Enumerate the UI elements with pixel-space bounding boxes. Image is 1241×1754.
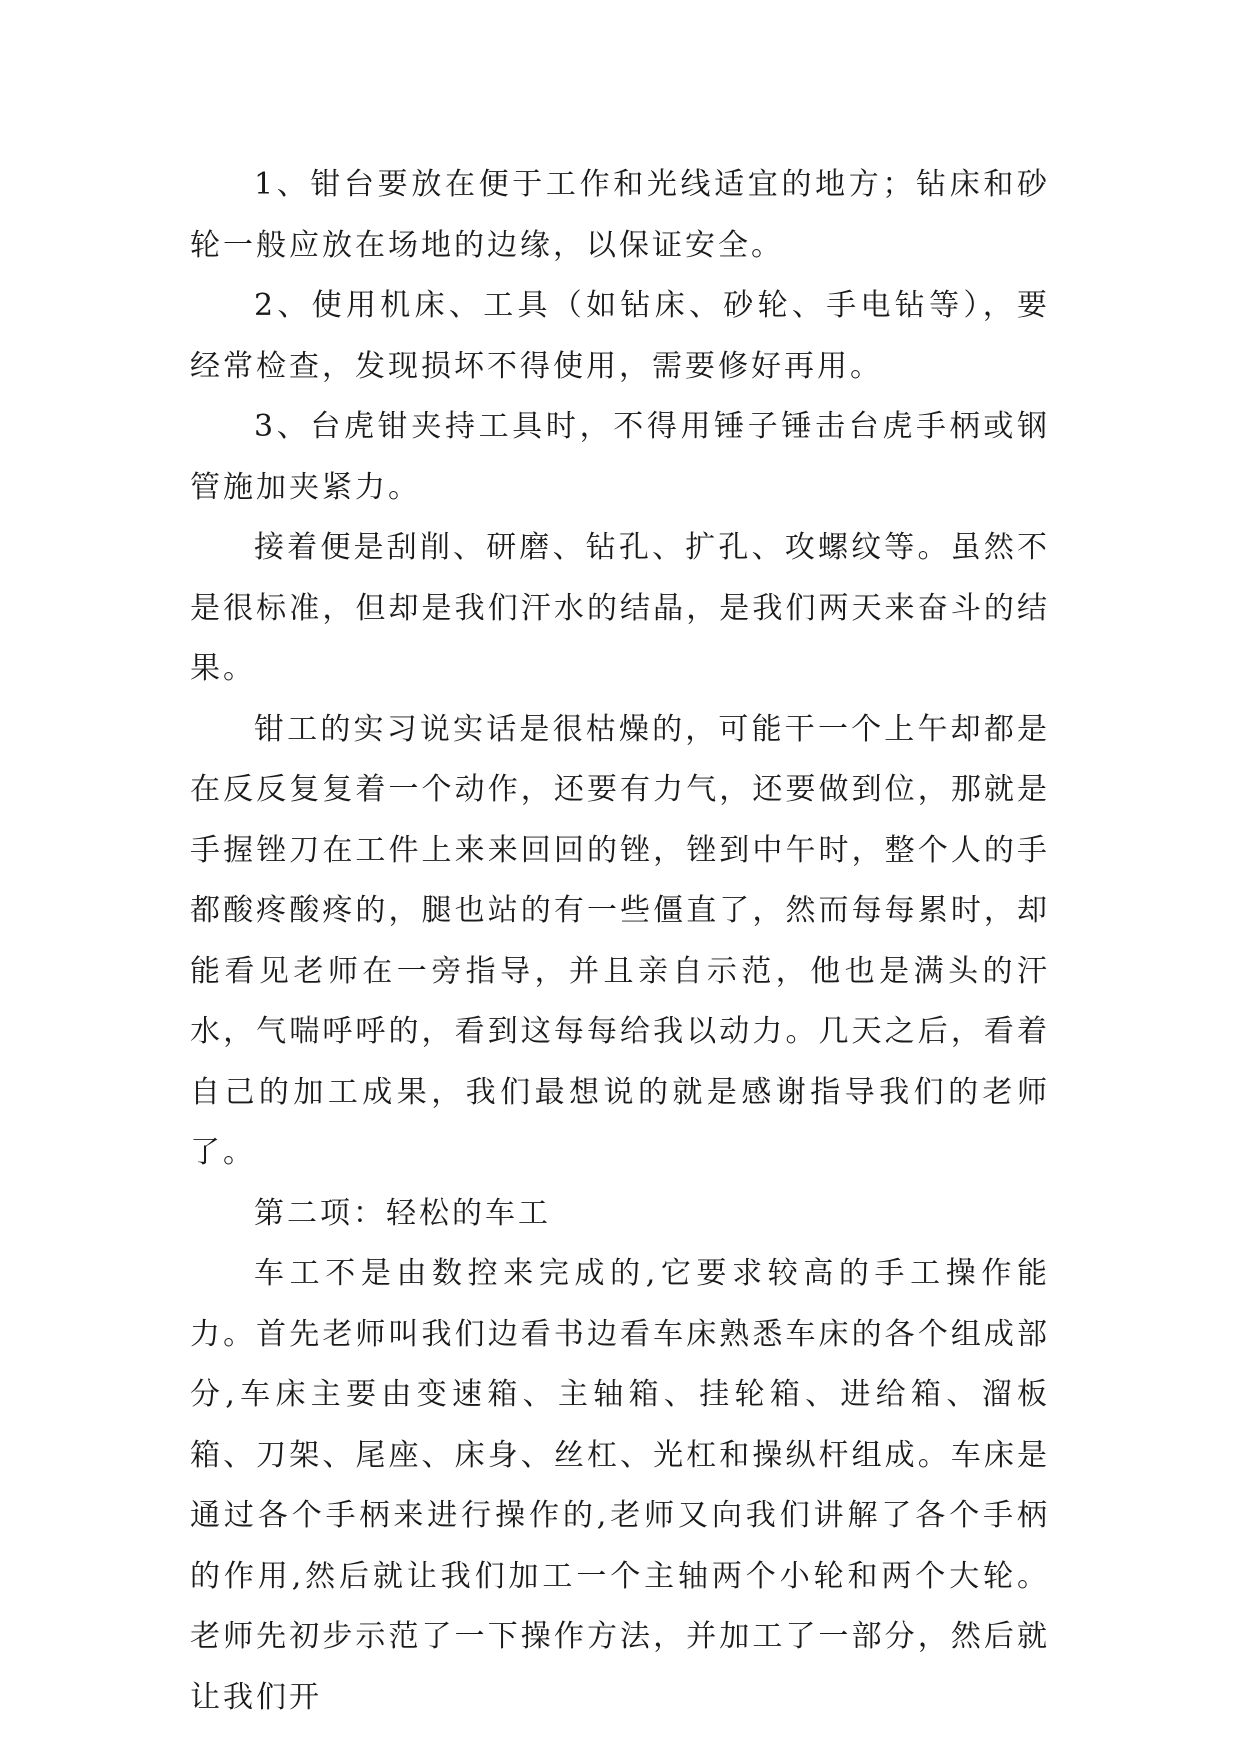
paragraph-rule-2: 2、使用机床、工具（如钻床、砂轮、手电钻等），要经常检查，发现损坏不得使用，需要修好再用。 bbox=[190, 288, 1050, 384]
section-heading: 第二项：轻松的车工 bbox=[254, 1195, 551, 1231]
document-body bbox=[190, 155, 1050, 1728]
paragraph-tasks: 接着便是刮削、研磨、钻孔、扩孔、攻螺纹等。虽然不是很标准，但却是我们汗水的结晶，是我们两天来奋斗的结果。 bbox=[190, 530, 1050, 686]
paragraph-rule-1: 1、钳台要放在便于工作和光线适宜的地方；钻床和砂轮一般应放在场地的边缘，以保证安全。 bbox=[190, 167, 1050, 263]
paragraph-rule-3: 3、台虎钳夹持工具时，不得用锤子锤击台虎手柄或钢管施加夹紧力。 bbox=[190, 409, 1050, 505]
paragraph-fitter-reflection: 钳工的实习说实话是很枯燥的，可能干一个上午却都是在反反复复着一个动作，还要有力气，还要做到位，那就是手握锉刀在工件上来来回回的锉，锉到中午时，整个人的手都酸疼酸疼的，腿也站的有一些僵直了，然而每每累时，却能看见老师在一旁指导，并且亲自示范，他也是满头的汗水，气喘呼呼的，看到这每每给我以动力。几天之后，看着自己的加工成果，我们最想说的就是感谢指导我们的老师了。 bbox=[190, 711, 1050, 1170]
paragraph-lathe: 车工不是由数控来完成的,它要求较高的手工操作能力。首先老师叫我们边看书边看车床熟悉车床的各个组成部分,车床主要由变速箱、主轴箱、挂轮箱、进给箱、溜板箱、刀架、尾座、床身、丝杠、光杠和操纵杆组成。车床是通过各个手柄来进行操作的,老师又向我们讲解了各个手柄的作用,然后就让我们加工一个主轴两个小轮和两个大轮。老师先初步示范了一下操作方法，并加工了一部分，然后就让我们开 bbox=[190, 1256, 1050, 1715]
